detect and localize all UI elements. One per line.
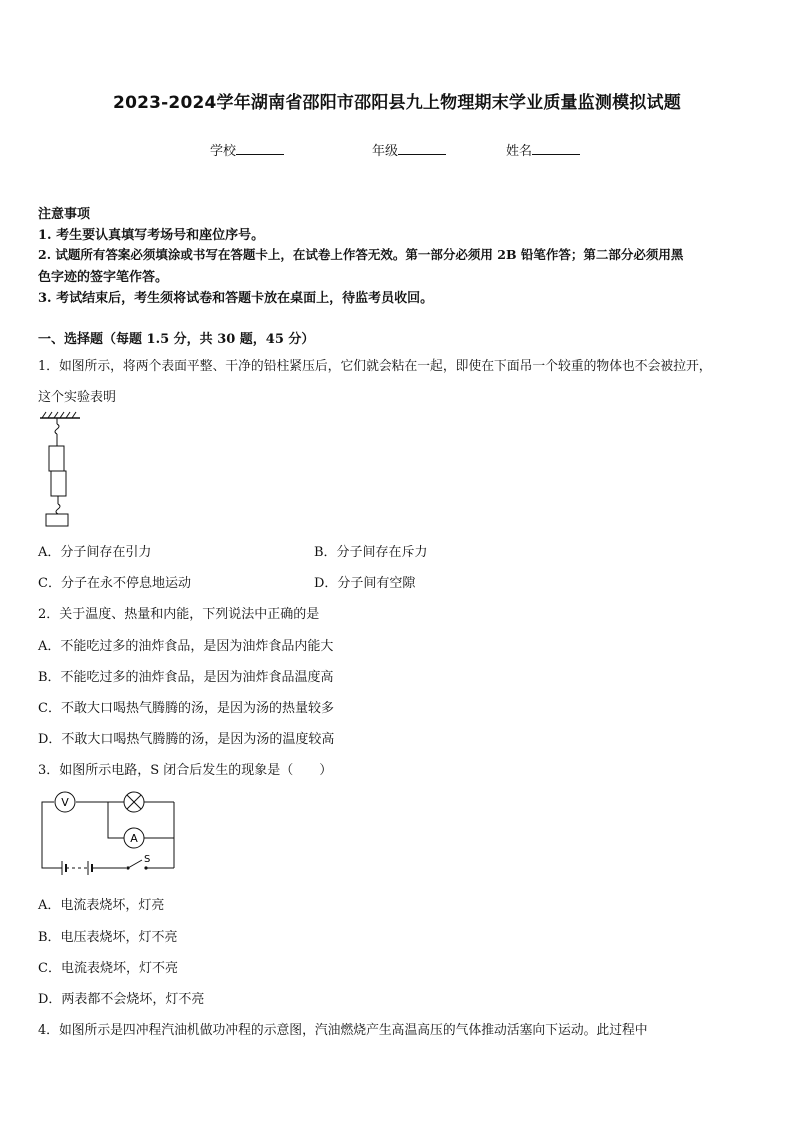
q3-option-d: D．两表都不会烧坏，灯不亮 — [38, 992, 205, 1007]
circuit-diagram — [36, 790, 181, 880]
upper-hook-icon — [55, 424, 59, 434]
q3-option-a: A．电流表烧坏，灯亮 — [38, 898, 165, 913]
note-item-3: 3. 考试结束后，考生须将试卷和答题卡放在桌面上，待监考员收回。 — [38, 291, 434, 306]
name-blank — [532, 142, 580, 155]
lower-hook-icon — [56, 504, 60, 514]
ammeter-label: A — [130, 832, 138, 845]
note-item-2-line-1: 2. 试题所有答案必须填涂或书写在答题卡上，在试卷上作答无效。第一部分必须用 2B 铅笔作答；第二部分必须用黑 — [38, 247, 684, 262]
circuit-wire-left — [42, 802, 58, 868]
name-label: 姓名 — [506, 144, 533, 159]
q3-option-b: B．电压表烧坏，灯不亮 — [38, 930, 178, 945]
lead-cylinders-figure — [36, 410, 86, 530]
q3-stem: 3．如图所示电路，S 闭合后发生的现象是（ ） — [38, 763, 333, 778]
switch-lever — [128, 860, 142, 868]
q2-option-c: C．不敢大口喝热气腾腾的汤，是因为汤的热量较多 — [38, 701, 334, 716]
school-label: 学校 — [210, 144, 237, 159]
name-field — [506, 140, 580, 159]
q1-option-c: C．分子在永不停息地运动 — [38, 576, 191, 591]
q2-option-d: D．不敢大口喝热气腾腾的汤，是因为汤的温度较高 — [38, 732, 335, 747]
q2-option-b: B．不能吃过多的油炸食品，是因为油炸食品温度高 — [38, 670, 334, 685]
section-heading: 一、选择题（每题 1.5 分，共 30 题，45 分） — [38, 332, 315, 347]
school-field — [210, 140, 284, 159]
q1-option-b: B．分子间存在斥力 — [314, 545, 428, 560]
lower-lead-cylinder — [51, 471, 66, 496]
q4-stem: 4．如图所示是四冲程汽油机做功冲程的示意图，汽油燃烧产生高温高压的气体推动活塞向下运动。此过程中 — [38, 1023, 648, 1038]
note-item-1: 1. 考生要认真填写考场号和座位序号。 — [38, 228, 265, 243]
q1-option-a: A．分子间存在引力 — [38, 545, 152, 560]
grade-blank — [398, 142, 446, 155]
grade-field — [372, 140, 446, 159]
q1-stem-line-1: 1．如图所示，将两个表面平整、干净的铅柱紧压后，它们就会粘在一起，即使在下面吊一个较重的物体也不会被拉开， — [38, 359, 712, 374]
note-item-2-line-2: 色字迹的签字笔作答。 — [38, 270, 169, 285]
notes-heading: 注意事项 — [38, 207, 91, 222]
grade-label: 年级 — [372, 144, 399, 159]
ceiling-hatch — [40, 412, 80, 418]
school-blank — [236, 142, 284, 155]
switch-label: S — [144, 854, 151, 865]
page-title: 2023-2024学年湖南省邵阳市邵阳县九上物理期末学业质量监测模拟试题 — [113, 93, 681, 113]
voltmeter-label: V — [61, 796, 69, 809]
q2-stem: 2．关于温度、热量和内能，下列说法中正确的是 — [38, 607, 320, 622]
q1-stem-line-2: 这个实验表明 — [38, 390, 117, 405]
q3-option-c: C．电流表烧坏，灯不亮 — [38, 961, 178, 976]
q1-option-d: D．分子间有空隙 — [314, 576, 416, 591]
q2-option-a: A．不能吃过多的油炸食品，是因为油炸食品内能大 — [38, 639, 334, 654]
upper-lead-cylinder — [49, 446, 64, 471]
hanging-weight — [46, 514, 68, 526]
